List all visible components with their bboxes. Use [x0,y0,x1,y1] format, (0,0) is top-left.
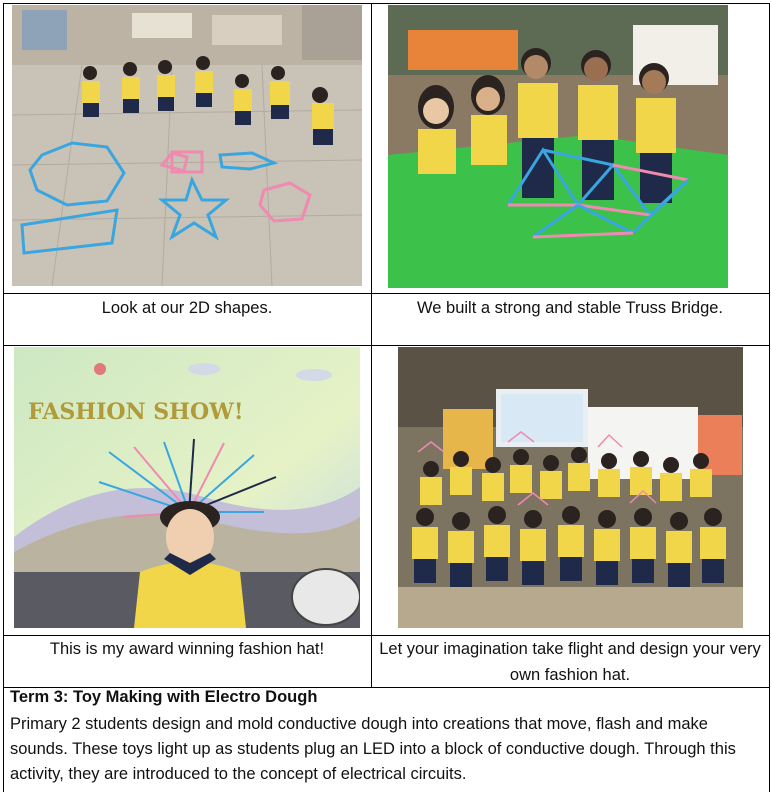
fashion-show-slide-text: FASHION SHOW! [28,399,244,425]
table-border-right [769,3,770,792]
caption-2d-shapes: Look at our 2D shapes. [101,299,273,317]
row-divider-1 [3,293,770,294]
term3-description: Primary 2 students design and mold conductive dough into creations that move, flash and make sounds. These toys light up as students plug an LED into a block of conductive dough. Through this activity, they are introduced to the concept of electrical circuits. [10,715,736,783]
row-divider-2 [3,345,770,346]
photo-truss-bridge [388,5,728,288]
term3-heading: Term 3: Toy Making with Electro Dough [10,688,318,706]
photo-class-group [398,347,743,628]
table-border-left [3,3,4,792]
caption-imagination: Let your imagination take flight and design your very own fashion hat. [379,640,761,684]
photo-2d-shapes [12,5,362,286]
caption-truss-bridge: We built a strong and stable Truss Bridge. [416,299,724,317]
table-border-top [3,3,770,4]
caption-fashion-hat: This is my award winning fashion hat! [49,640,325,658]
photo-fashion-hat [14,347,360,628]
